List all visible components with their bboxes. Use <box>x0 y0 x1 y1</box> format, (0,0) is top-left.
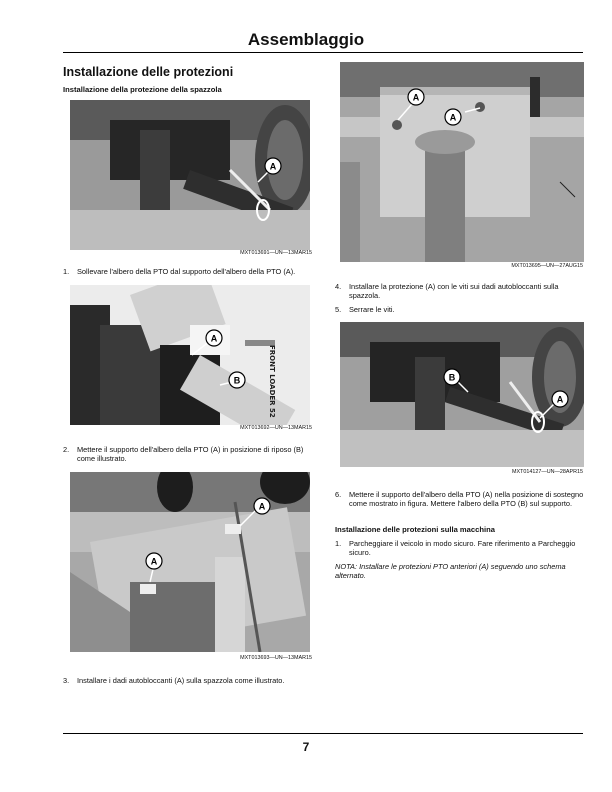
callout-a-label: A <box>449 112 457 123</box>
step-text: Installare i dadi autobloccanti (A) sulla spazzola come illustrato. <box>77 676 285 685</box>
figure-4-caption: MXT013695—UN—27AUG15 <box>511 263 583 269</box>
figure-5-caption: MXT014127—UN—28APR15 <box>511 469 583 475</box>
callout-a-label: A <box>269 161 277 172</box>
step-number: 1. <box>63 267 70 276</box>
footer-rule <box>63 733 583 734</box>
step-number: 4. <box>335 282 342 291</box>
step-text: Mettere il supporto dell'albero della PTO (A) in posizione di riposo (B) come illustrato. <box>77 445 304 463</box>
machine-step-1 <box>335 539 585 557</box>
figure-2-photo <box>70 285 310 425</box>
step-number: 3. <box>63 676 70 685</box>
step-number: 1. <box>335 539 342 548</box>
subsection-title-brush: Installazione della protezione della spazzola <box>63 85 222 94</box>
callout-a-label: A <box>412 92 420 103</box>
callout-b-label: B <box>233 375 241 386</box>
callout-a-label: A <box>150 556 158 567</box>
step-2 <box>63 445 318 463</box>
subsection-title-machine: Installazione delle protezioni sulla macchina <box>335 525 495 534</box>
figure-3-caption: MXT013693—UN—13MAR15 <box>240 655 312 661</box>
step-text: Installare la protezione (A) con le viti sui dadi autobloccanti sulla spazzola. <box>349 282 559 300</box>
figure-2-caption: MXT013692—UN—13MAR15 <box>240 425 312 431</box>
step-number: 5. <box>335 305 342 314</box>
step-6 <box>335 490 585 508</box>
step-text: Parcheggiare il veicolo in modo sicuro. Fare riferimento a Parcheggio sicuro. <box>349 539 576 557</box>
note: NOTA: Installare le protezioni PTO anteriori (A) seguendo uno schema alternato. <box>335 562 566 580</box>
figure-5-photo <box>340 322 584 467</box>
callout-a-label: A <box>258 501 266 512</box>
figure-4-photo <box>340 62 584 262</box>
step-number: 6. <box>335 490 342 499</box>
figure-1-caption: MXT013691—UN—13MAR15 <box>240 250 312 256</box>
callout-a-label: A <box>556 394 564 405</box>
callout-b-label: B <box>448 372 456 383</box>
step-text: Sollevare l'albero della PTO dal supporto dell'albero della PTO (A). <box>77 267 296 276</box>
step-3 <box>63 676 318 685</box>
section-title: Installazione delle protezioni <box>63 65 234 79</box>
step-text: Serrare le viti. <box>349 305 395 314</box>
figure-3-photo <box>70 472 310 652</box>
page-header-title: Assemblaggio <box>247 30 365 49</box>
header-rule <box>63 52 583 53</box>
figure-2-decal: FRONT LOADER 52 <box>268 345 276 418</box>
step-4 <box>335 282 585 300</box>
step-text: Mettere il supporto dell'albero della PTO (A) nella posizione di sostegno come mostrato in figura. Mettere l'albero della PTO (B) sul supporto. <box>349 490 584 508</box>
step-1 <box>63 267 318 276</box>
step-number: 2. <box>63 445 70 454</box>
page-number: 7 <box>302 740 310 754</box>
step-5 <box>335 305 585 314</box>
callout-a-label: A <box>210 333 218 344</box>
figure-1-photo <box>70 100 310 250</box>
